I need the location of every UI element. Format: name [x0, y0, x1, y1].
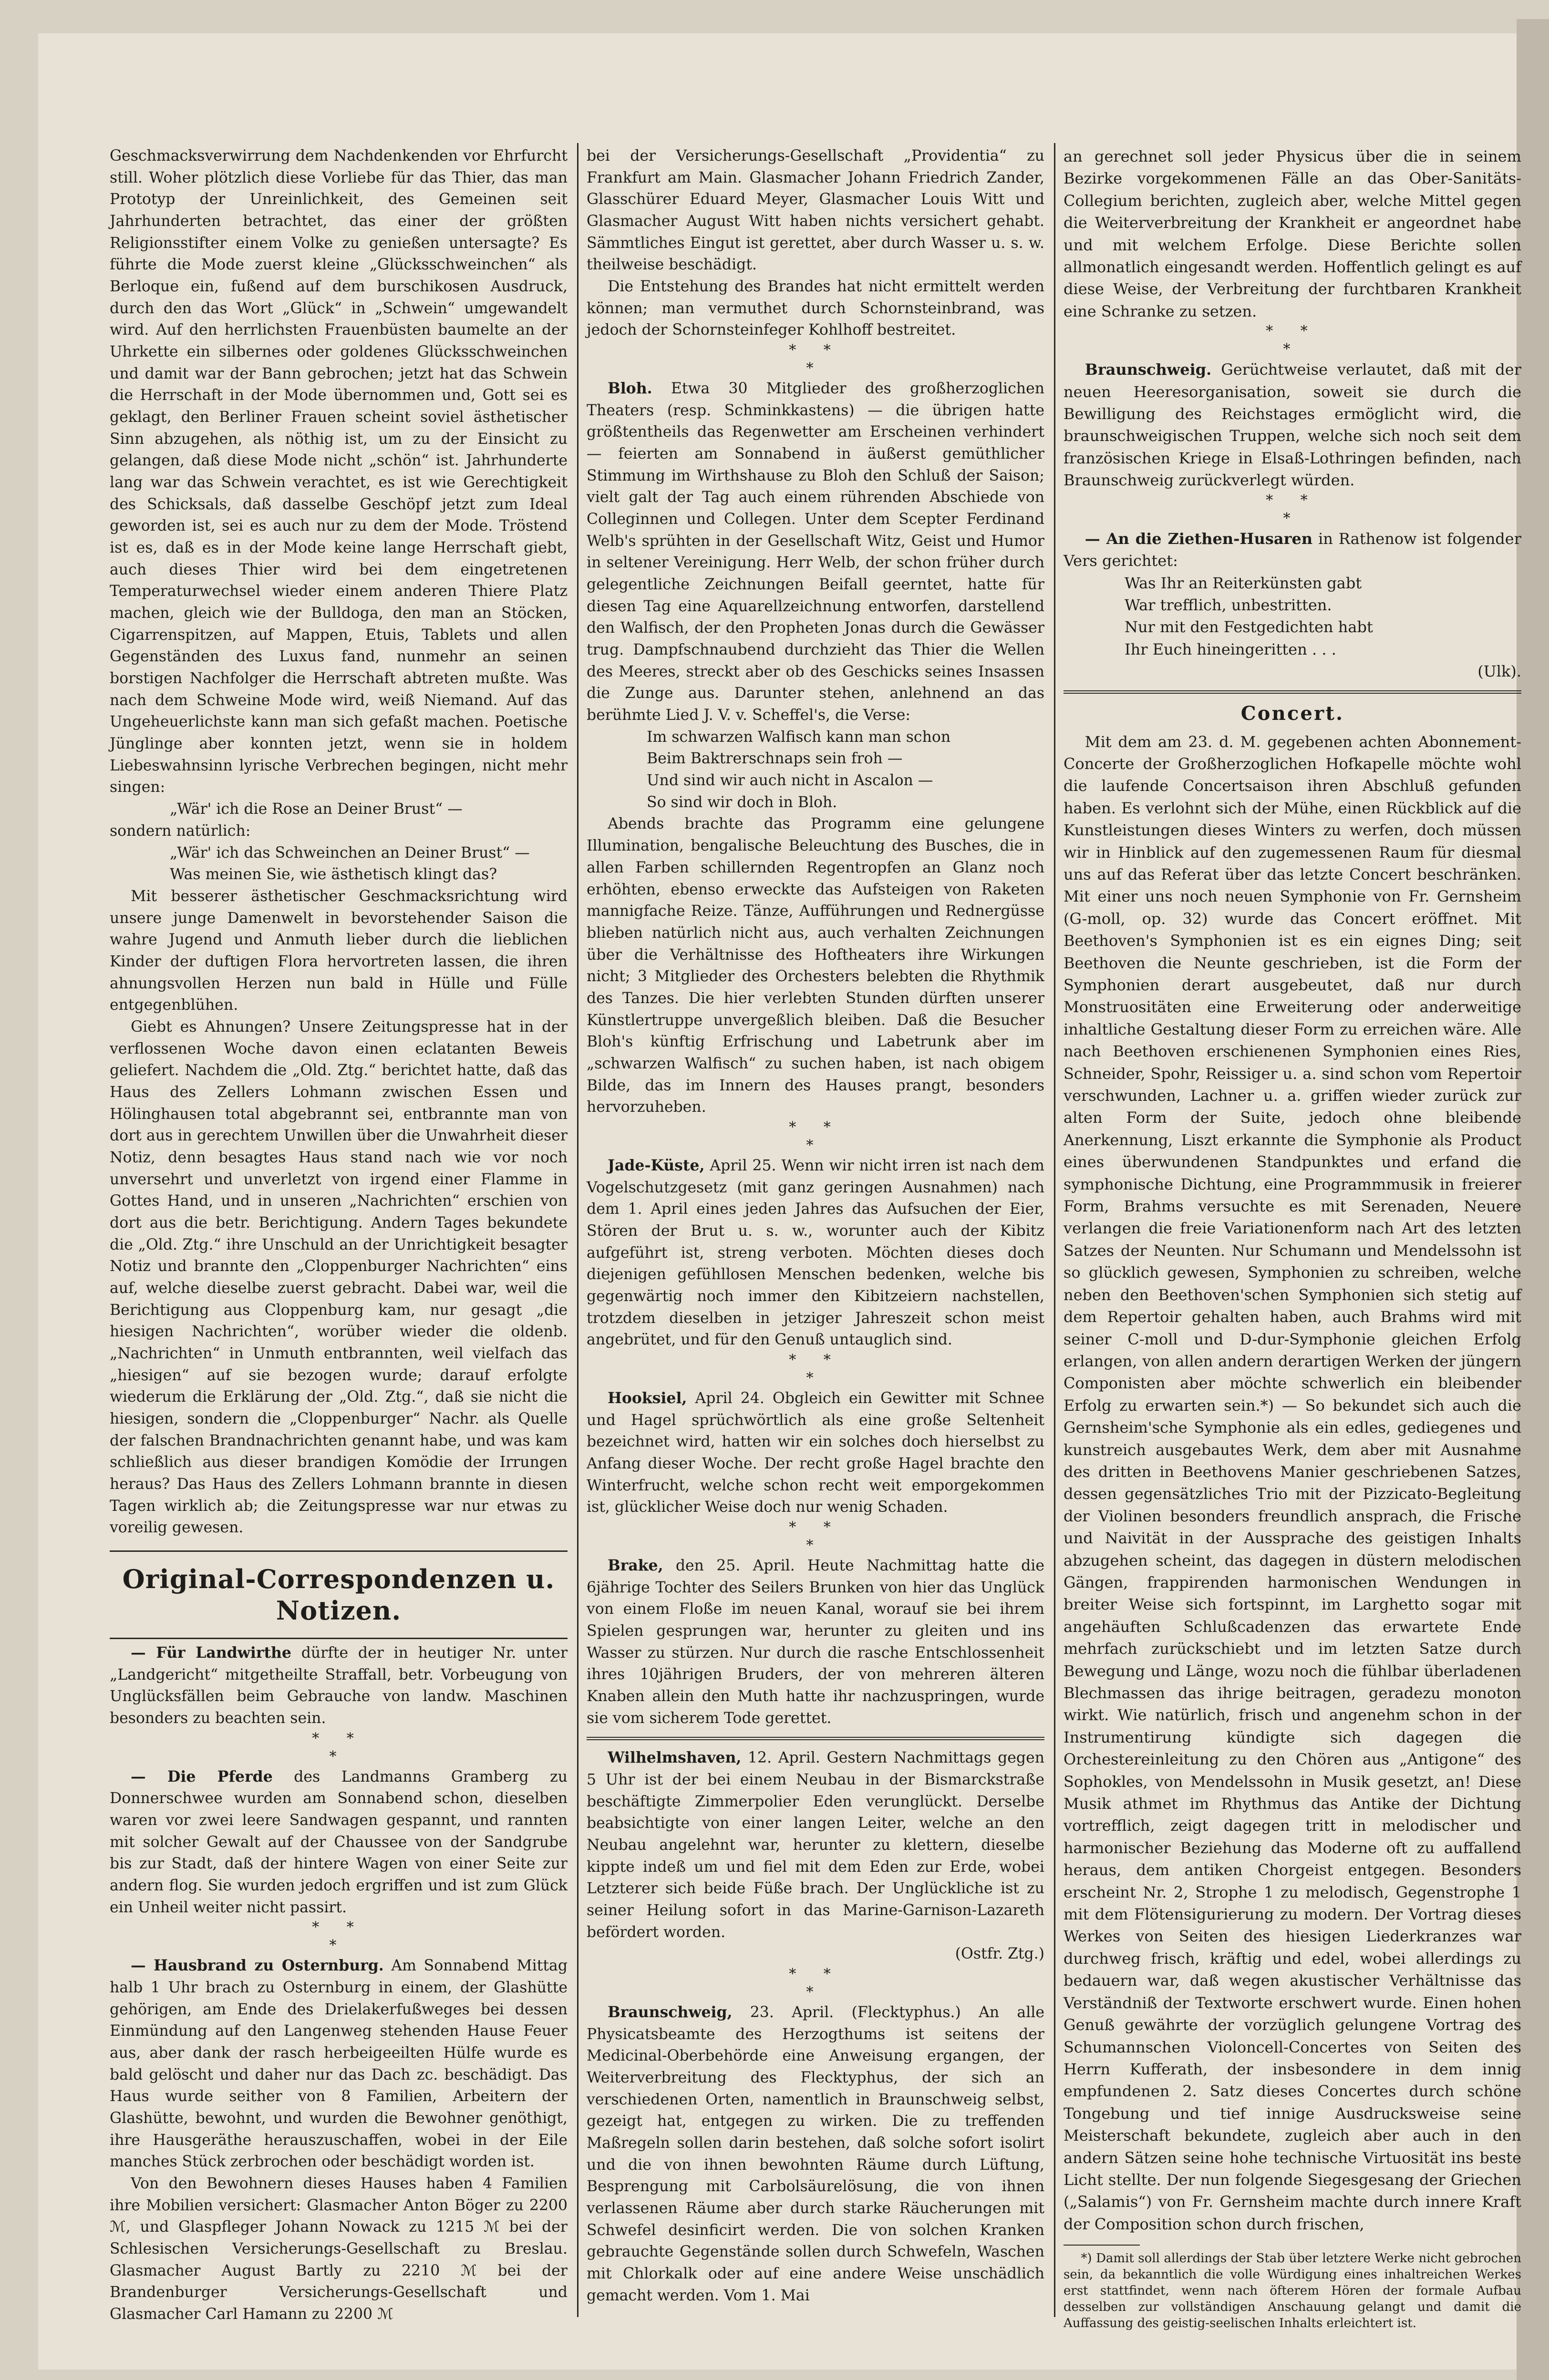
- news-item-text: 12. April. Gestern Nachmittags gegen 5 Uhr ist der bei einem Neubau in der Bismarckstraße beschäftigte Zimmerpolier Eden verunglückt. Derselbe beabsichtigte von einer langen Leiter, welche an den Neubau angelehnt war, herunter zu klettern, dieselbe kippte indeß um und fiel mit dem Eden zur Erde, wobei Letzterer sich beide Füße brach. Der Unglückliche ist zu seiner Heilung sofort in das Marine-Garnison-Lazareth befördert worden.: [587, 1749, 1045, 1941]
- source-credit: (Ulk).: [1477, 662, 1521, 681]
- news-item-lead: Wilhelmshaven,: [608, 1749, 742, 1767]
- newspaper-page: [38, 33, 1522, 2370]
- verse-line: War trefflich, unbestritten.: [1124, 595, 1332, 614]
- news-item-text: des Landmanns Gramberg zu Donnerschwee wurden am Sonnabend schon, dieselben waren vor zwei leere Sandwagen gespannt, und rannten mit solcher Gewalt auf der Chaussee von der Sandgrube bis zur Stadt, daß der hintere Wagen von einer Seite zur andern flog. Sie wurden jedoch ergriffen und ist zum Glück ein Unheil weiter nicht passirt.: [110, 1768, 568, 1916]
- news-item-lead: Braunschweig.: [1084, 360, 1212, 379]
- news-item-lead: — Für Landwirthe: [131, 1644, 291, 1662]
- news-item-text: Abends brachte das Programm eine gelungene Illumination, bengalische Beleuchtung des Busches, die in allen Farben schillernden Regentropfen an Glanz noch erhöhten, ebenso erweckte das Aufsteigen von Raketen mannigfache Reize. Tänze, Aufführungen und Rednergüsse blieben natürlich nicht aus, auch verhalten Zeichnungen über die Verhältnisse des Hoftheaters ihre Wirkungen nicht; 3 Mitglieder des Orchesters belebten die Rhythmik des Tanzes. Die hier verlebten Stunden dürften unserer Künstlertruppe unvergeßlich bleiben. Daß die Besucher Bloh's künftig Erfrischung und Labetrunk aber im „schwarzen Walfisch“ zu suchen haben, ist nach obigem Bilde, das im Innern des Hauses prangt, besonders hervorzuheben.: [587, 815, 1044, 1116]
- verse-line: Ihr Euch hineingeritten . . .: [1124, 640, 1336, 658]
- section-rule: [587, 1737, 1044, 1740]
- news-item-text: in Rathenow ist folgender Vers gerichtet:: [1064, 529, 1522, 570]
- news-item-text: Etwa 30 Mitglieder des großherzoglichen Theaters (resp. Schminkkastens) — die übrigen hatte größtentheils das Regenwetter am Erscheinen verhindert — feierten am Sonnabend in äußerst gemüthlicher Stimmung im Wirthshause zu Bloh den Schluß der Saison; vielt galt der Tag auch einem rührenden Abschiede von Colleginnen und Collegen. Unter dem Scepter Ferdinand Welb's sprühten in der Gesellschaft Witz, Geist und Humor in seltener Vereinigung. Herr Welb, der schon früher durch gelegentliche Zeichnungen Beifall geerntet, hatte für diesen Tag eine Aquarellzeichnung entworfen, darstellend den Walfisch, der den Propheten Jonas durch die Gewässer trug. Dampfschnaubend durchzieht das Thier die Wellen des Meeres, streckt aber ob des Geschicks seines Insassen die Zunge aus. Darunter stehen, anlehnend an das berühmte Lied J. V. v. Scheffel's, die Verse:: [587, 380, 1044, 724]
- news-item-lead: Bloh.: [608, 380, 652, 398]
- column-rule-right: [1054, 143, 1055, 2317]
- news-item-text: Gerüchtweise verlautet, daß mit der neuen Heeresorganisation, soweit sie durch die Bewilligung des Reichstages ermöglicht wird, die braunschweigischen Truppen, welche sich noch seit dem französischen Kriege in Elsaß-Lothringen befinden, nach Braunschweig zurückverlegt würden.: [1064, 360, 1522, 490]
- news-item-lead: — Die Pferde: [131, 1767, 273, 1785]
- article-text: Mit besserer ästhetischer Geschmacksrichtung wird unsere junge Damenwelt in bevorstehender Saison die wahre Jugend und Anmuth lieber durch die lieblichen Kinder der duftigen Flora hervortreten lassen, die ihren ahnungsvollen Herzen nun bald in Hülle und Fülle entgegenblühen.: [110, 887, 568, 1014]
- news-item-text: den 25. April. Heute Nachmittag hatte die 6jährige Tochter des Seilers Brunken von hier das Unglück von einem Floße im neuen Kanal, worauf sie bei ihrem Spielen gesprungen war, herunter zu gleiten und ins Wasser zu stürzen. Nur durch die rasche Entschlossenheit ihres 10jährigen Bruders, der von mehreren älteren Knaben allein den Muth hatte ihr nachzuspringen, wurde sie vom sicherem Tode gerettet.: [587, 1557, 1045, 1727]
- verse-line: Nur mit den Festgedichten habt: [1124, 618, 1373, 636]
- article-text: Giebt es Ahnungen? Unsere Zeitungspresse hat in der verflossenen Woche davon einen eclatanten Beweis geliefert. Nachdem die „Old. Ztg.“ berichtet hatte, daß das Haus des Zellers Lohmann zwischen Essen und Hölinghausen total abgebrannt sei, entbrannte man von dort aus in gerechtem Unwillen über die Unwahrheit dieser Notiz, denn besagtes Haus stand nach wie vor noch unversehrt und unverletzt von irgend einer Flamme in Gottes Hand, und in unseren „Nachrichten“ erschien von dort aus die betr. Berichtigung. Andern Tages bekundete die „Old. Ztg.“ ihre Unschuld an der Unrichtigkeit besagter Notiz und brannte den „Cloppenburger Nachrichten“ eins auf, welche dieselbe zuerst gebracht. Dabei war, weil die Berichtigung aus Cloppenburg kam, nur gesagt „die hiesigen Nachrichten“, worüber wieder die oldenb. „Nachrichten“ in Unmuth entbrannten, weil vielfach das „hiesigen“ auf sie bezogen wurde; darauf erfolgte wiederum die Erklärung der „Old. Ztg.“, daß sie nicht die hiesigen, sondern die „Cloppenburger“ Nachr. als Quelle der falschen Brandnachrichten genannt habe, und was kam schließlich aus dieser brandigen Komödie der Irrungen heraus? Das Haus des Zellers Lohmann brannte in diesen Tagen wirklich ab; die Zeitungspresse war nur etwas zu voreilig gewesen.: [110, 1018, 568, 1537]
- news-item-text: dürfte der in heutiger Nr. unter „Landgericht“ mitgetheilte Straffall, betr. Vorbeugung von Unglücksfällen beim Gebrauche von landw. Maschinen besonders zu beachten sein.: [110, 1644, 568, 1727]
- article-text: an gerechnet soll jeder Physicus über die in seinem Bezirke vorgekommenen Fälle an das Ober-Sanitäts-Collegium berichten, zugleich aber, welche Mittel gegen die Weiterverbreitung der Krankheit er angeordnet habe und mit welchem Erfolge. Diese Berichte sollen allmonatlich eingesandt werden. Hoffentlich gelingt es auf diese Weise, der Verbreitung der furchtbaren Krankheit eine Schranke zu setzen.: [1064, 147, 1521, 320]
- column-1: [110, 145, 568, 2326]
- news-item-text: Von den Bewohnern dieses Hauses haben 4 Familien ihre Mobilien versichert: Glasmacher Anton Böger zu 2200 ℳ, und Glaspfleger Johann Nowack zu 1215 ℳ bei der Schlesischen Versicherungs-Gesellschaft zu Breslau. Glasmacher August Bartly zu 2210 ℳ bei der Brandenburger Versicherungs-Gesellschaft und Glasmacher Carl Hamann zu 2200 ℳ: [110, 2175, 568, 2323]
- separator-stars: * * *: [789, 1118, 842, 1154]
- news-item-text: 23. April. (Flecktyphus.) An alle Physicatsbeamte des Herzogthums ist seitens der Medicinal-Oberbehörde eine Anweisung ergangen, der Weiterverbreitung des Flecktyphus, der sich an verschiedenen Orten, namentlich in Braunschweig selbst, gezeigt hat, entgegen zu wirken. Die zu treffenden Maßregeln sollen darin bestehen, daß solche sofort isolirt und die von ihnen bewohnten Räume durch Lüftung, Besprengung mit Carbolsäurelösung, die von ihnen verlassenen Räume aber durch starke Räucherungen mit Schwefel desinficirt werden. Die von solchen Kranken gebrauchte Gegenstände sollen durch Schwefeln, Waschen mit Chlorkalk oder auf eine andere Weise unschädlich gemacht werden. Vom 1. Mai: [587, 2004, 1045, 2304]
- footnote-rule: [1064, 2245, 1140, 2246]
- verse-line: Was meinen Sie, wie ästhetisch klingt das?: [169, 866, 497, 883]
- verse-line: Und sind wir auch nicht in Ascalon —: [646, 772, 933, 790]
- news-item-lead: — An die Ziethen-Husaren: [1084, 529, 1313, 548]
- news-item-lead: — Hausbrand zu Osternburg.: [131, 1957, 384, 1975]
- verse-line: „Wär' ich die Rose an Deiner Brust“ —: [169, 800, 463, 818]
- source-credit: (Ostfr. Ztg.): [955, 1945, 1044, 1963]
- news-item-lead: Braunschweig,: [608, 2003, 733, 2021]
- verse-line: „Wär' ich das Schweinchen an Deiner Brust“ —: [169, 844, 530, 862]
- separator-stars: * * *: [1266, 323, 1319, 358]
- concert-heading: Concert.: [1240, 702, 1344, 725]
- article-text: Mit dem am 23. d. M. gegebenen achten Abonnement-Concerte der Großherzoglichen Hofkapelle möchte wohl die laufende Concertsaison ihren Abschluß gefunden haben. Es verlohnt sich der Mühe, einen Rückblick auf die Kunstleistungen dieses Winters zu werfen, doch müssen wir in Hinblick auf den zugemessenen Raum für diesmal uns auf das Referat über das letzte Concert beschränken. Mit einer uns noch neuen Symphonie von Fr. Gernsheim (G-moll, op. 32) wurde das Concert eröffnet. Mit Beethoven's Symphonien ist es ein eignes Ding; seit Beethoven die Neunte geschrieben, ist die Form der Symphonien derart ausgebeutet, daß nur durch Monstruositäten eine Erweiterung oder anderweitige inhaltliche Gestaltung dieser Form zu erreichen wäre. Alle nach Beethoven erschienenen Symphonien eines Ries, Schneider, Spohr, Reissiger u. a. sind schon vom Repertoir verschwunden, Lachner u. a. griffen wieder zurück zur alten Form der Suite, jedoch ohne bleibende Anerkennung, Liszt erkannte die Symphonie als Product eines überwundenen Standpunktes und erfand die symphonische Dichtung, eine Programmmusik in freierer Form, Brahms versuchte es mit Serenaden, Neuere verlangen die freie Variationenform nach Art des letzten Satzes der Neunten. Nur Schumann und Mendelssohn ist so glücklich gewesen, Symphonien zu schreiben, welche neben den Beethoven'schen Symphonien sich stetig auf dem Repertoir gehalten haben, auch Brahms wird mit seiner C-moll und D-dur-Symphonie gleichen Erfolg erlangen, von allen andern derartigen Werken der jüngern Componisten aber möchte schwerlich ein bleibender Erfolg zu erwarten sein.*) — So bekundet sich auch die Gernsheim'sche Symphonie als ein edles, gediegenes und kunstreich ausgebautes Werk, dem aber mit Ausnahme des dritten in Beethovens Manier geschriebenen Satzes, dessen gegensätzliches Trio mit der Pizzicato-Begleitung der Violinen besonders freundlich ansprach, die Frische und Naivität in der Aussprache des geistigen Inhalts abzugehen scheint, das dagegen in düstern melodischen Gängen, frappirenden harmonischen Wendungen in breiter Weise sich fortspinnt, im Larghetto sogar mit angehäuften Schlußcadenzen das erwartete Ende mehrfach zurückschiebt und im letzten Satze durch Bewegung und Länge, wozu noch die fühlbar überladenen Blechmassen das ihrige beitragen, geradezu monoton wirkt. Wie natürlich, frisch und angenehm schon in der Instrumentirung kündigte sich dagegen die Orchestereinleitung zu den Chören aus „Antigone“ des Sophokles, von Mendelssohn in Musik gesetzt, an! Diese Musik athmet im Rhythmus das Antike der Dichtung vortrefflich, zeigt dagegen tritt in melodischer und harmonischer Beziehung das Moderne oft zu auffallend heraus, dem antiken Chorgeist entgegen. Besonders erscheint Nr. 2, Strophe 1 zu melodisch, Gegenstrophe 1 mit dem Flötensigurierung zu modern. Der Vortrag dieses Werkes von Seiten des hiesigen Liederkranzes war durchweg frisch, kräftig und edel, wobei allerdings zu bedauern war, daß wegen akustischer Verhältnisse das Verständniß der Textworte erschwert wurde. Einen hohen Genuß gewährte der vorzüglich gelungene Vortrag des Schumannschen Violoncell-Concertes von Seiten des Herrn Kufferath, der insbesondere in dem innig empfundenen 2. Satz dieses Concertes durch schöne Tongebung und tief innige Ausdrucksweise seine Meisterschaft bekundete, zugleich aber auch in den andern Sätzen seine hohe technische Virtuosität ins beste Licht stellte. Der nun folgende Siegesgesang der Griechen („Salamis“) von Fr. Gernsheim machte durch innere Kraft der Composition schon durch frischen,: [1064, 732, 1521, 2233]
- news-item-lead: Brake,: [608, 1556, 663, 1574]
- separator-stars: * * *: [789, 1351, 842, 1386]
- verse-line: So sind wir doch in Bloh.: [646, 793, 837, 811]
- verse-line: Beim Baktrerschnaps sein froh —: [646, 750, 903, 768]
- news-item-text: Am Sonnabend Mittag halb 1 Uhr brach zu Osternburg in einem, der Glashütte gehörigen, am Ende des Drielakerfußweges bei dessen Einmündung auf den Langenweg stehenden Hause Feuer aus, aber dank der rasch herbeigeeilten Hülfe wurde es bald gelöscht und daher nur das Dach zc. beschädigt. Das Haus wurde seither von 8 Familien, Arbeitern der Glashütte, bewohnt, und wurden die Bewohner genöthigt, ihre Hausgeräthe herauszuschaffen, wobei in der Eile manches Stück zerbrochen oder beschädigt worden ist.: [110, 1957, 568, 2171]
- separator-stars: * * *: [312, 1919, 365, 1954]
- verse-line: Im schwarzen Walfisch kann man schon: [646, 728, 951, 746]
- column-3: [1064, 145, 1521, 2331]
- article-text: Die Entstehung des Brandes hat nicht ermittelt werden können; man vermuthet durch Schornsteinbrand, was jedoch der Schornsteinfeger Kohlhoff bestreitet.: [587, 278, 1044, 339]
- separator-stars: * * *: [789, 1966, 842, 2001]
- news-item-lead: Jade-Küste,: [608, 1156, 705, 1174]
- section-rule: [1064, 690, 1521, 694]
- separator-stars: * * *: [789, 1518, 842, 1554]
- separator-stars: * * *: [789, 342, 842, 377]
- section-heading: Original-Correspondenzen u. Notizen.: [122, 1564, 555, 1626]
- news-item-text: April 25. Wenn wir nicht irren ist nach dem Vogelschutzgesetz (mit ganz geringen Ausnahmen) nach dem 1. April eines jeden Jahres das Aufsuchen der Eier, Stören der Brut u. s. w., worunter auch der Kibitz aufgeführt ist, streng verboten. Möchten dieses doch diejenigen gefühllosen Menschen bedenken, welche bis gegenwärtig noch immer den Kibitzeiern nachstellen, trotzdem dieselben in jetziger Jahreszeit schon meist angebrütet, und für den Genuß untauglich sind.: [587, 1157, 1045, 1349]
- article-text: sondern natürlich:: [110, 822, 251, 840]
- article-text: Geschmacksverwirrung dem Nachdenkenden vor Ehrfurcht still. Woher plötzlich diese Vorliebe für das Thier, das man Prototyp der Unreinlichkeit, des Gemeinen seit Jahrhunderten betrachtet, das einer der größten Religionsstifter einem Volke zu genießen untersagte? Es führte die Mode zuerst kleine „Glücksschweinchen“ als Berloque ein, fußend auf dem burschikosen Ausdruck, durch den das Wort „Glück“ in „Schwein“ umgewandelt wird. Auf den herrlichsten Frauenbüsten baumelte an der Uhrkette ein silbernes oder goldenes Glücksschweinchen und damit war der Bann gebrochen; jetzt hat das Schwein die Herrschaft in der Mode übernommen und, Gott sei es geklagt, den Berliner Frauen scheint soviel ästhetischer Sinn abzugehen, als nöthig ist, um zu der Einsicht zu gelangen, daß diese Mode nicht „schön“ ist. Jahrhunderte lang war das Schwein verachtet, es ist wie Gerechtigkeit des Schicksals, daß dasselbe Geschöpf jetzt zum Ideal geworden ist, sei es auch nur zu dem der Mode. Tröstend ist es, daß es in der Mode keine lange Herrschaft giebt, auch dieses Thier wird bei dem eingetretenen Temperaturwechsel wieder einem anderen Thiere Platz machen, gleich wie der Bulldoga, den man an Stöcken, Cigarrenspitzen, auf Mappen, Etuis, Tablets und allen Gegenständen des Luxus fand, nunmehr an seinen borstigen Nachfolger die Herrschaft abtreten mußte. Was nach dem Schweine Mode wird, weiß Niemand. Auf das Ungeheuerlichste kann man sich gefaßt machen. Poetische Jünglinge aber konnten jetzt, wenn sie in holdem Liebeswahnsinn lyrische Verbrechen begingen, nicht mehr singen:: [110, 147, 568, 796]
- article-text: bei der Versicherungs-Gesellschaft „Providentia“ zu Frankfurt am Main. Glasmacher Johann Friedrich Zander, Glasschürer Eduard Meyer, Glasmacher Louis Witt und Glasmacher August Witt haben nichts versichert gehabt. Sämmtliches Eingut ist gerettet, aber durch Wasser u. s. w. theilweise beschädigt.: [587, 147, 1044, 274]
- column-2: [587, 145, 1044, 2307]
- news-item-lead: Hooksiel,: [608, 1389, 687, 1407]
- section-rule: [110, 1638, 568, 1639]
- separator-stars: * * *: [1266, 492, 1319, 527]
- page-shadow-edge: [1517, 19, 1549, 2380]
- footnote: *) Damit soll allerdings der Stab über letztere Werke nicht gebrochen sein, da bekanntlich die volle Würdigung eines inhaltreichen Werkes erst stattfindet, wenn nach öfterem Hören der formale Aufbau desselben zur vollständigen Anschauung gelangt und damit die Auffassung des geistig-seelischen Inhalts erleichtert ist.: [1064, 2251, 1521, 2331]
- separator-stars: * * *: [312, 1730, 365, 1765]
- section-rule: [110, 1550, 568, 1552]
- news-item-text: April 24. Obgleich ein Gewitter mit Schnee und Hagel sprüchwörtlich als eine große Seltenheit bezeichnet wird, hatten wir ein solches doch hierselbst zu Anfang dieser Woche. Der recht große Hagel brachte den Winterfrucht, welche schon recht weit emporgekommen ist, glücklicher Weise doch nur wenig Schaden.: [587, 1389, 1044, 1516]
- column-rule-left: [577, 143, 578, 2317]
- verse-line: Was Ihr an Reiterkünsten gabt: [1124, 574, 1362, 592]
